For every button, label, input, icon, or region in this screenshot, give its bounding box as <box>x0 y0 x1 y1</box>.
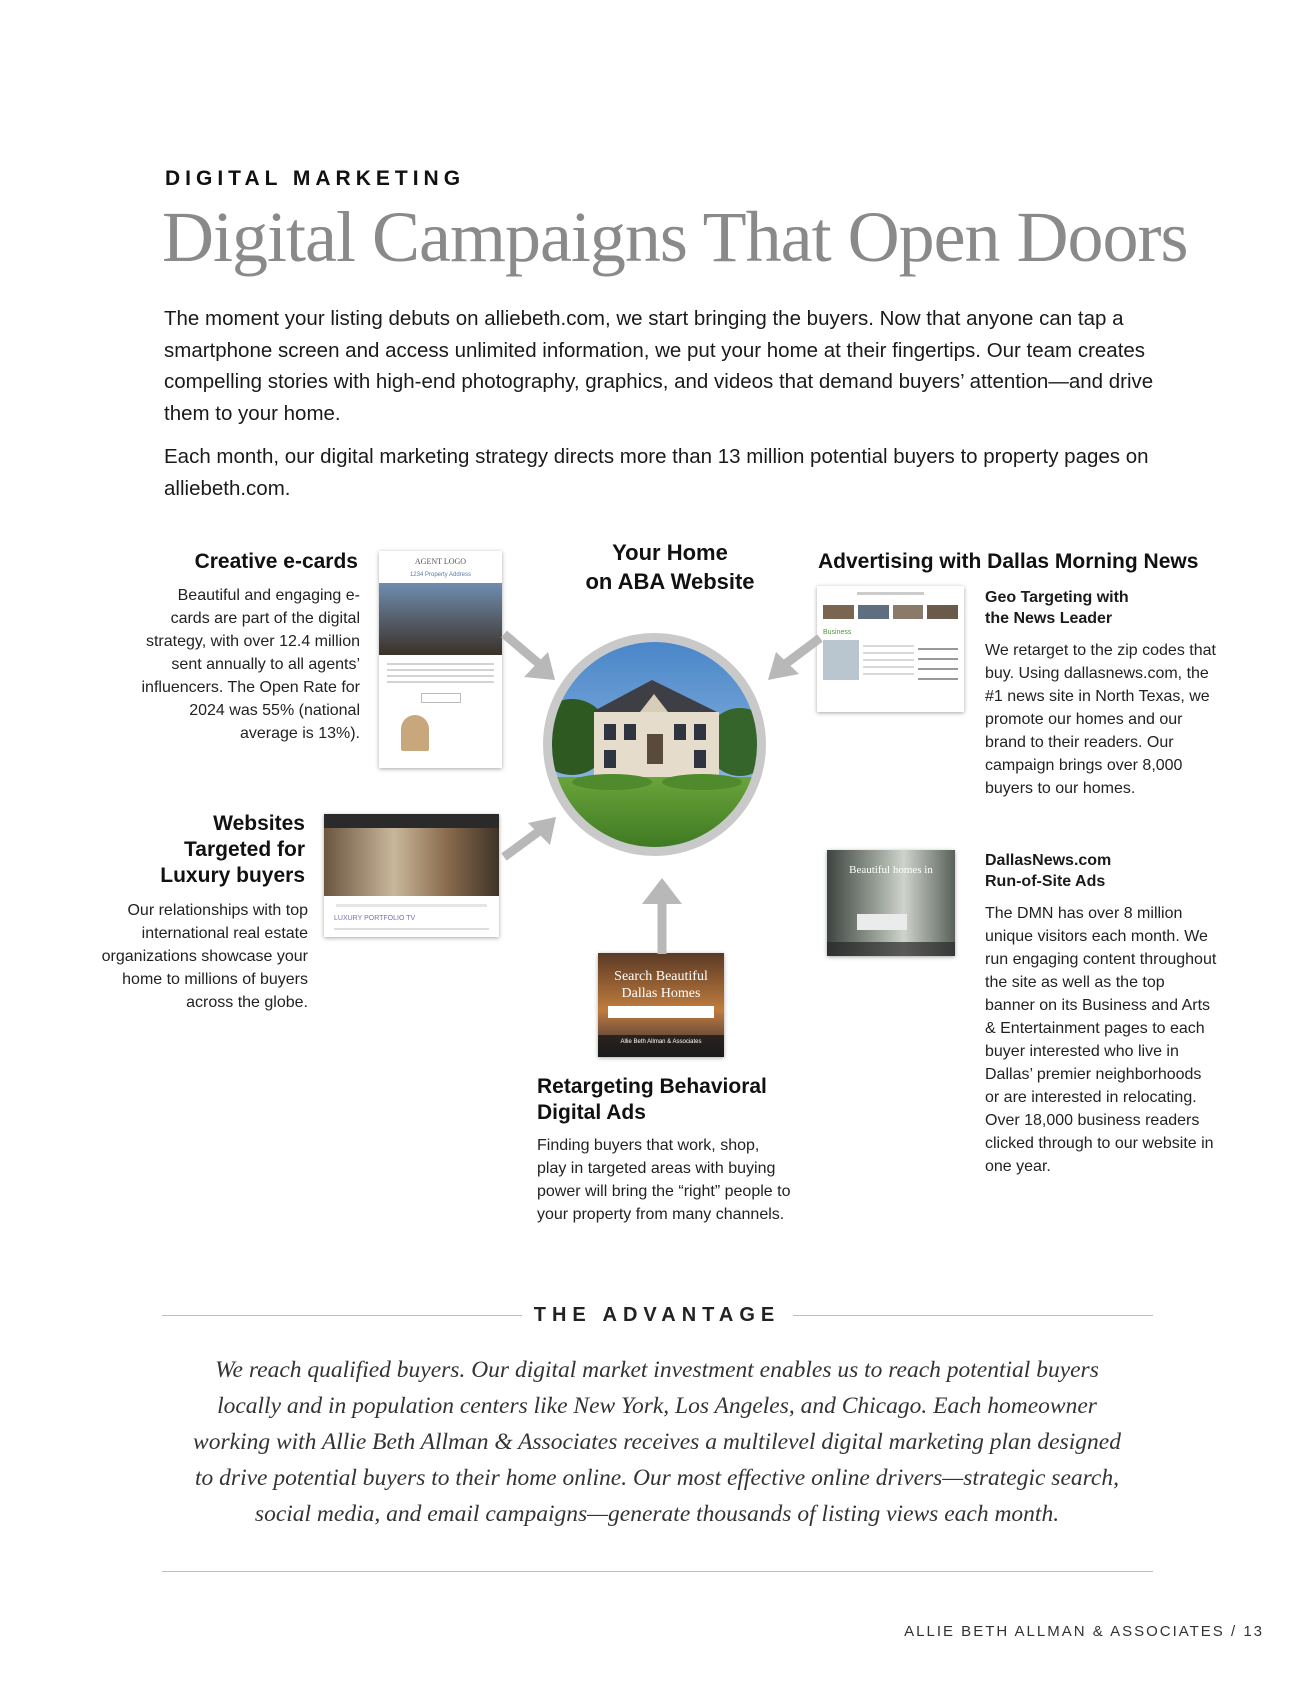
ecard-house-photo <box>379 583 502 655</box>
ecards-title: Creative e-cards <box>194 550 358 573</box>
center-title-line-1: Your Home <box>612 540 728 565</box>
retargeting-ad-line-1: Search Beautiful <box>614 969 708 984</box>
intro-paragraph-1: The moment your listing debuts on alliebeth.com, we start bringing the buyers. Now that anyone can tap a smartphone screen and access unlimited information, we put your home at their fingertips. Our team creates compelling stories with high-end photography, graphics, and videos that demand buyers’ attention—and drive them to your home. <box>164 307 1154 425</box>
run-of-site-title-line-1: DallasNews.com <box>985 852 1112 869</box>
websites-title <box>100 811 305 889</box>
geo-body: We retarget to the zip codes that buy. Using dallasnews.com, the #1 news site in North Texas, we promote our homes and our brand to their readers. Our campaign brings over 8,000 buyers to our homes. <box>985 642 1216 797</box>
arrow-icon-retargeting <box>640 878 684 954</box>
run-of-site-ad-text: Beautiful homes in <box>849 864 933 876</box>
geo-title <box>985 587 1129 629</box>
center-title <box>540 538 800 596</box>
luxury-interior-photo <box>324 828 499 896</box>
retargeting-ad-search-bar <box>608 1006 714 1018</box>
websites-body: Our relationships with top international real estate organizations showcase your home to millions of buyers across the globe. <box>101 902 308 1011</box>
retargeting-ad-thumbnail <box>598 953 724 1057</box>
home-photo <box>552 642 757 847</box>
websites-title-line-3: Luxury buyers <box>160 864 305 887</box>
intro-paragraph-2: Each month, our digital marketing strategy directs more than 13 million potential buyers to property pages on alliebeth.com. <box>164 445 1149 500</box>
run-of-site-title-line-2: Run-of-Site Ads <box>985 873 1106 890</box>
arrow-icon-websites <box>500 813 560 863</box>
dmn-site-thumbnail <box>817 586 964 712</box>
ecard-logo: AGENT LOGO <box>414 557 467 566</box>
home-photo-circle <box>543 633 766 856</box>
center-title-line-2: on ABA Website <box>585 569 755 594</box>
section-eyebrow: DIGITAL MARKETING <box>165 167 466 190</box>
advantage-body: We reach qualified buyers. Our digital market investment enables us to reach potential buyers locally and in population centers like New York, Los Angeles, and Chicago. Each homeowner working with Allie Beth Allman & Associates receives a multilevel digital marketing plan designed to drive potential buyers to their home online. Our most effective online drivers—strategic search, social media, and email campaigns—generate thousands of listing views each month. <box>193 1357 1121 1527</box>
retargeting-title-line-2: Digital Ads <box>537 1101 646 1124</box>
luxury-portfolio-brand: LUXURY PORTFOLIO TV <box>334 915 416 922</box>
geo-title-line-1: Geo Targeting with <box>985 589 1129 606</box>
agent-photo <box>401 715 429 751</box>
ecard-address: 1234 Property Address <box>409 572 472 578</box>
run-of-site-title <box>985 850 1111 892</box>
arrow-icon-dmn <box>764 634 824 684</box>
websites-title-line-2: Targeted for <box>184 838 305 861</box>
retargeting-body: Finding buyers that work, shop, play in targeted areas with buying power will bring the “right” people to your property from many channels. <box>537 1137 791 1223</box>
retargeting-ad-line-2: Dallas Homes <box>621 986 701 1001</box>
retargeting-ad-brand: Allie Beth Allman & Associates <box>598 1035 724 1057</box>
ecards-body: Beautiful and engaging e-cards are part of the digital strategy, with over 12.4 million sent annually to all agents’ influencers. The Open Rate for 2024 was 55% (national average is 13%). <box>141 587 360 742</box>
run-of-site-body: The DMN has over 8 million unique visitors each month. We run engaging content throughout the site as well as the top banner on its Business and Arts & Entertainment pages to each buyer interested who live in Dallas’ premier neighborhoods or are interested in relocating. Over 18,000 business readers clicked through to our website in one year. <box>985 905 1217 1175</box>
page-footer: ALLIE BETH ALLMAN & ASSOCIATES / 13 <box>904 1623 1264 1640</box>
page-title: Digital Campaigns That Open Doors <box>162 197 1188 277</box>
dmn-title: Advertising with Dallas Morning News <box>818 550 1199 573</box>
arrow-icon-ecards <box>500 630 560 685</box>
websites-title-line-1: Websites <box>213 812 305 835</box>
retargeting-title <box>537 1074 767 1126</box>
retargeting-title-line-1: Retargeting Behavioral <box>537 1075 767 1098</box>
luxury-website-thumbnail <box>324 814 499 937</box>
dmn-section-label: Business <box>823 629 852 636</box>
run-of-site-ad-thumbnail <box>827 850 955 956</box>
advantage-title: THE ADVANTAGE <box>533 1304 781 1326</box>
ecard-thumbnail <box>379 551 502 768</box>
geo-title-line-2: the News Leader <box>985 610 1113 627</box>
